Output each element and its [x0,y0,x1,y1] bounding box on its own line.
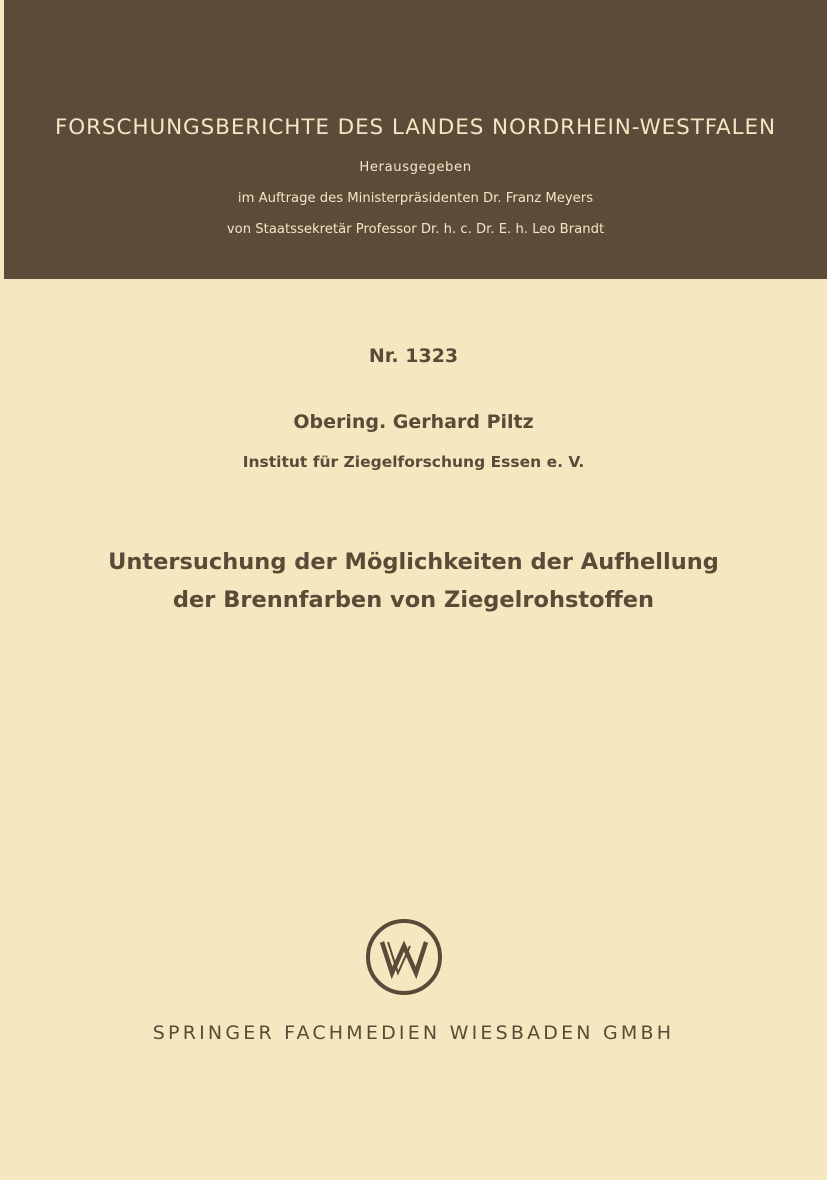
report-number: Nr. 1323 [368,345,459,367]
author-institute: Institut für Ziegelforschung Essen e. V. [242,453,585,471]
document-title-line-2: der Brennfarben von Ziegelrohstoffen [172,587,655,613]
editor-line-published-by: Herausgegeben [359,160,472,175]
publisher-name: SPRINGER FACHMEDIEN WIESBADEN GMBH [152,1022,675,1044]
document-title-line-1: Untersuchung der Möglichkeiten der Aufhellung [108,549,719,575]
series-title: FORSCHUNGSBERICHTE DES LANDES NORDRHEIN-WESTFALEN [54,115,776,140]
series-header-band [4,0,827,279]
editor-line-commissioned: im Auftrage des Ministerpräsidenten Dr. Franz Meyers [237,191,594,206]
editor-line-secretary: von Staatssekretär Professor Dr. h. c. Dr. E. h. Leo Brandt [226,222,605,237]
author-name: Obering. Gerhard Piltz [293,411,534,433]
springer-logo-icon [365,918,443,996]
